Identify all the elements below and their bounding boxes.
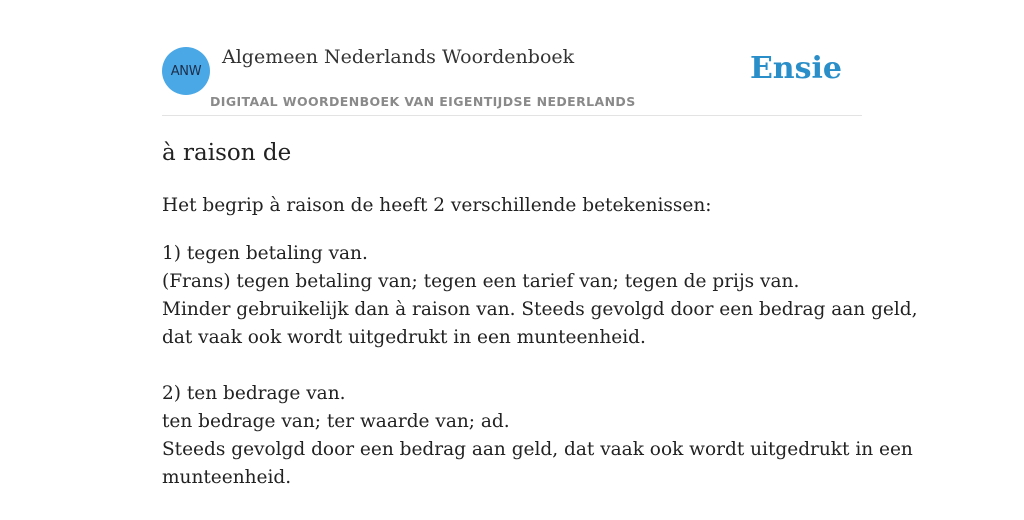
sense-heading: 1) tegen betaling van. [162,243,368,264]
entry-intro: Het begrip à raison de heeft 2 verschillende betekenissen: [162,195,712,216]
sense-heading: 2) ten bedrage van. [162,383,346,404]
sense-definition: (Frans) tegen betaling van; tegen een tarief van; tegen de prijs van. [162,271,800,292]
senses-list [162,240,918,520]
site-header [162,0,862,116]
entry-headword: à raison de [162,140,292,166]
page [162,0,918,512]
sense-note-line: munteenheid. [162,467,292,488]
sense-note-line: Steeds gevolgd door een bedrag aan geld, dat vaak ook wordt uitgedrukt in een [162,439,913,460]
anw-logo[interactable] [162,47,210,95]
logo-text: ANW [170,63,202,79]
sense-2 [162,380,913,492]
sense-note-line: dat vaak ook wordt uitgedrukt in een munteenheid. [162,327,646,348]
ensie-brand-link[interactable]: Ensie [749,51,842,86]
sense-1 [162,240,918,352]
site-title[interactable]: Algemeen Nederlands Woordenboek [222,46,575,68]
site-subtitle: DIGITAAL WOORDENBOEK VAN EIGENTIJDSE NEDERLANDS [210,94,636,109]
sense-note-line: Minder gebruikelijk dan à raison van. Steeds gevolgd door een bedrag aan geld, [162,299,918,320]
sense-definition: ten bedrage van; ter waarde van; ad. [162,411,510,432]
